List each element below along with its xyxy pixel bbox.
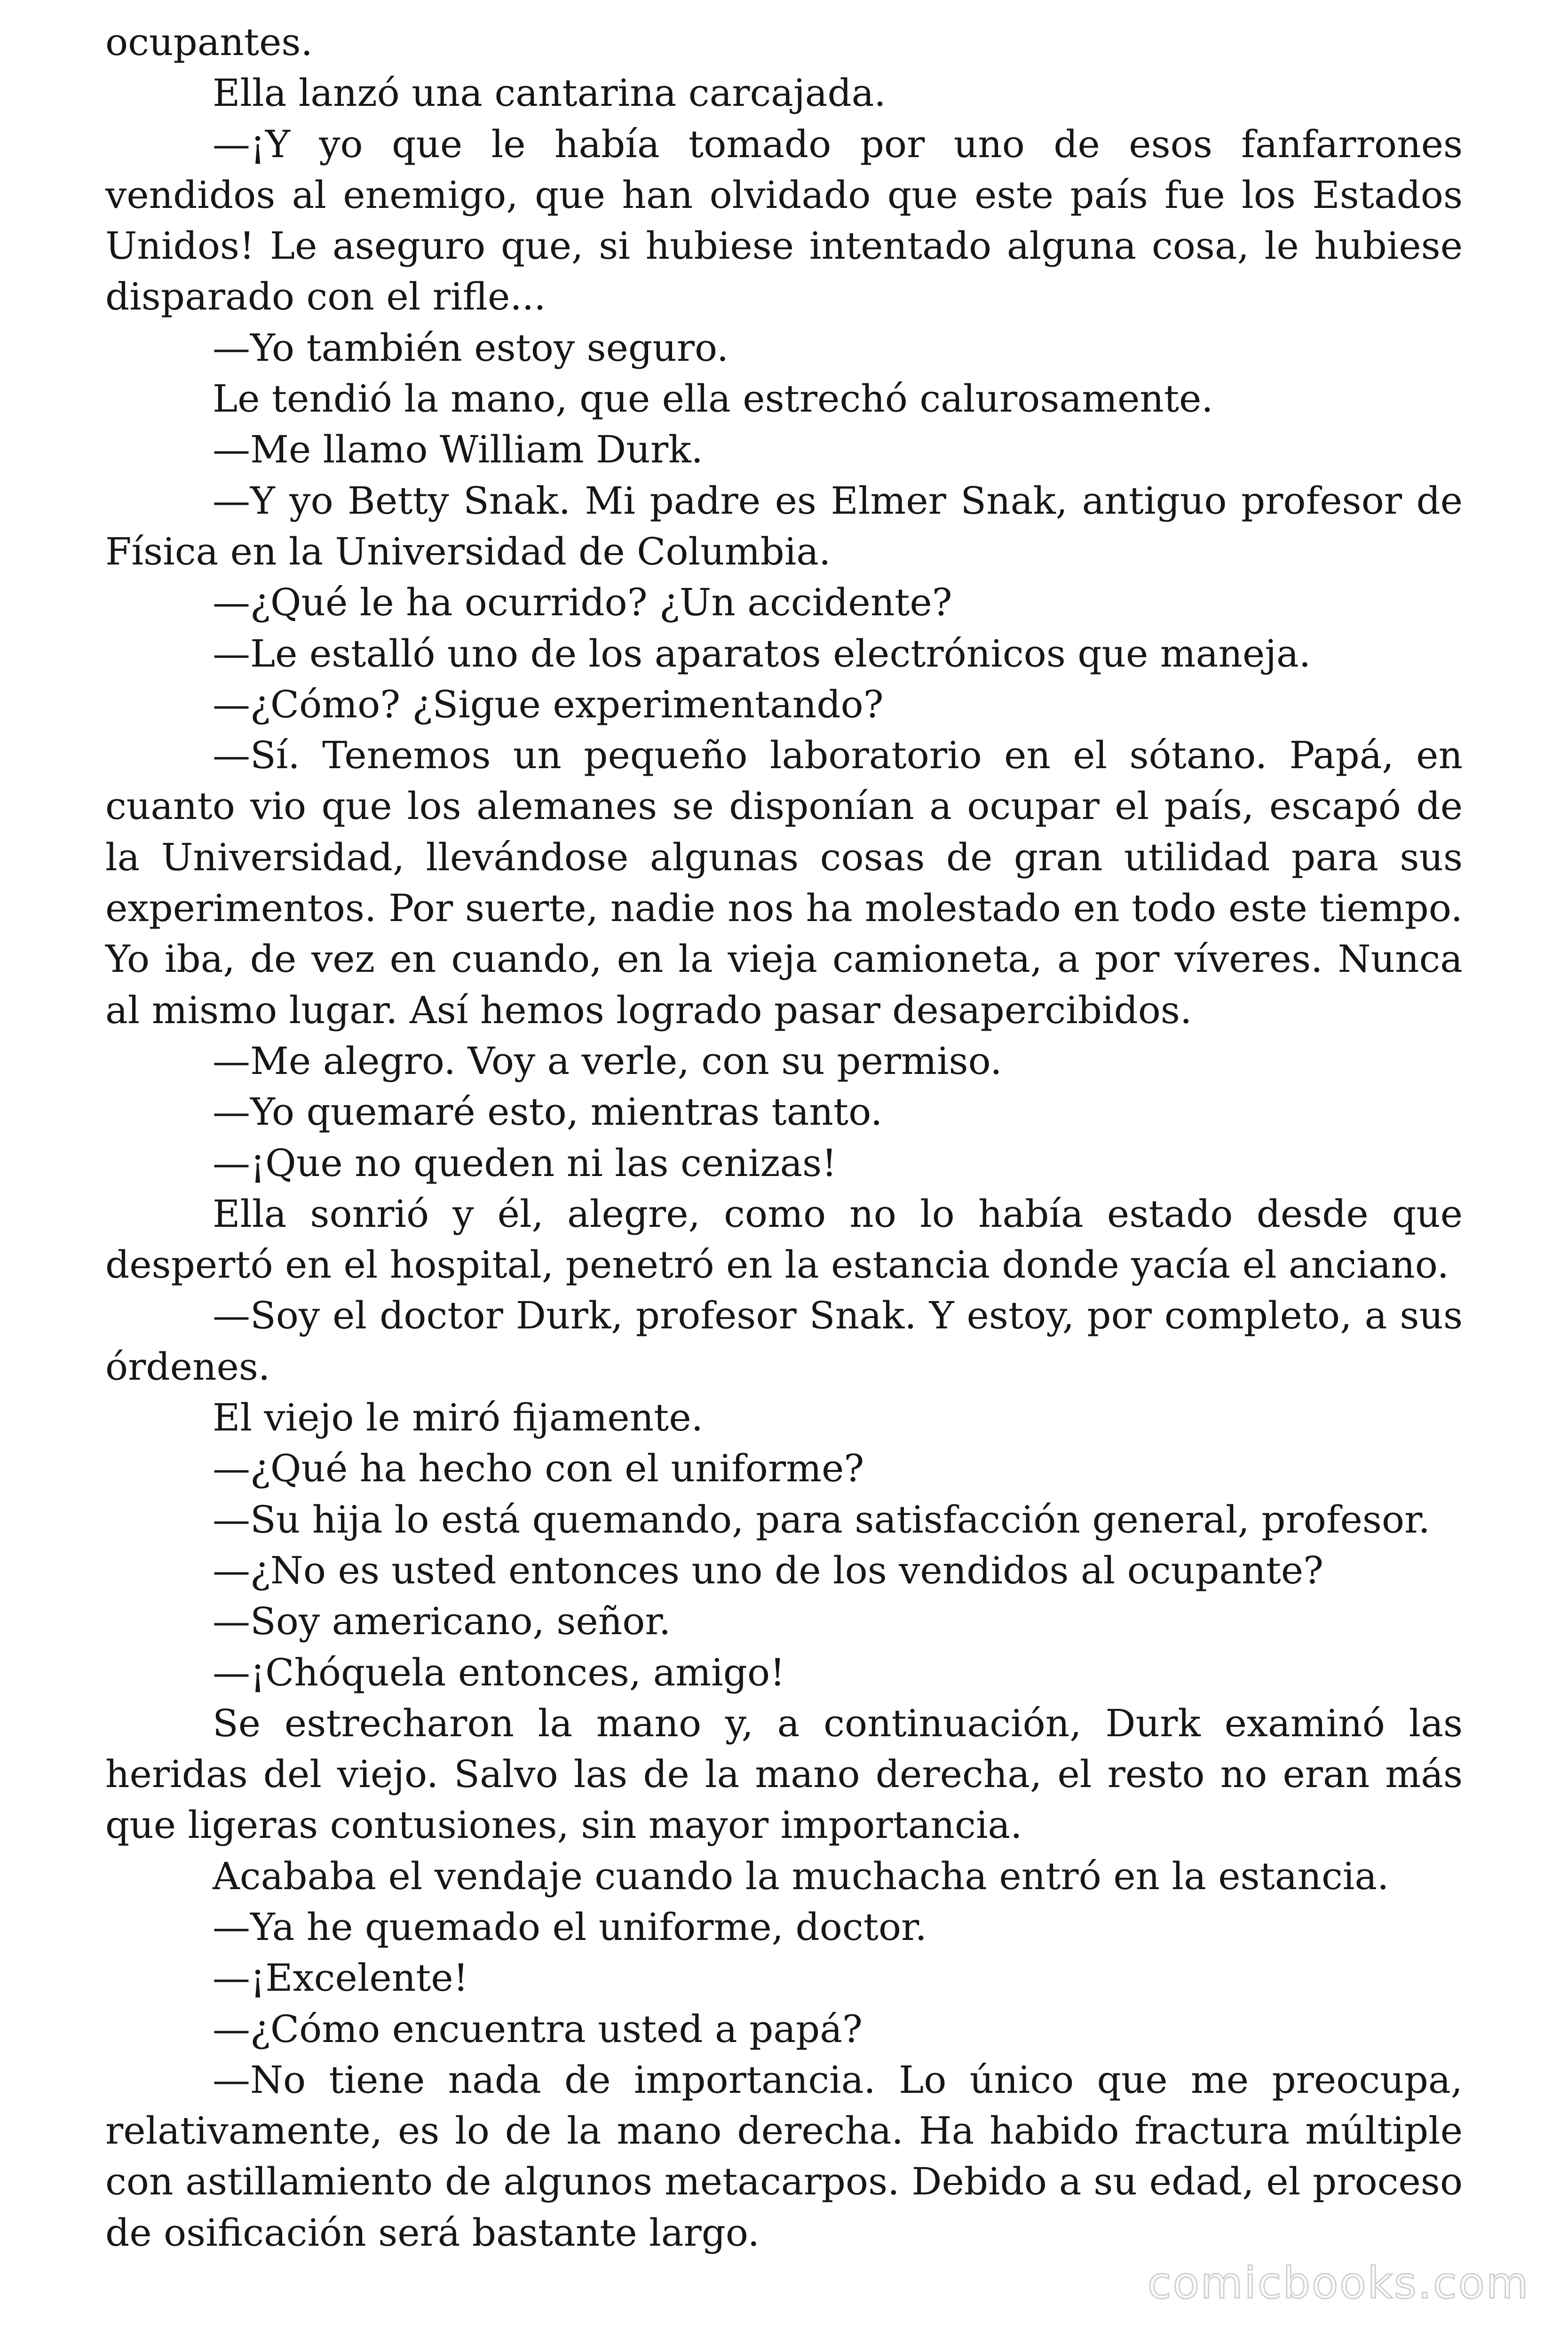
paragraph-10: —¿Cómo? ¿Sigue experimentando? bbox=[213, 682, 884, 726]
paragraph-23: Se estrecharon la mano y, a continuación, Durk examinó las heridas del viejo. Salvo las de la mano derecha, el resto no eran más que ligeras contusiones, sin mayor importancia. bbox=[105, 1701, 1463, 1847]
paragraph-15: Ella sonrió y él, alegre, como no lo había estado desde que despertó en el hospital, penetró en la estancia donde yacía el anciano. bbox=[105, 1192, 1463, 1287]
paragraph-11: —Sí. Tenemos un pequeño laboratorio en el sótano. Papá, en cuanto vio que los alemanes se disponían a ocupar el país, escapó de la Universidad, llevándose algunas cosas de gran utilidad para sus experimentos. Por suerte, nadie nos ha molestado en todo este tiempo. Yo iba, de vez en cuando, en la vieja camioneta, a por víveres. Nunca al mismo lugar. Así hemos logrado pasar desapercibidos. bbox=[105, 733, 1463, 1032]
paragraph-21: —Soy americano, señor. bbox=[213, 1599, 671, 1644]
paragraph-22: —¡Chóquela entonces, amigo! bbox=[213, 1650, 785, 1694]
paragraph-18: —¿Qué ha hecho con el uniforme? bbox=[213, 1446, 864, 1491]
page-body bbox=[105, 17, 1463, 2258]
paragraph-7: —Y yo Betty Snak. Mi padre es Elmer Snak, antiguo profesor de Física en la Universidad de Columbia. bbox=[105, 478, 1463, 573]
paragraph-27: —¿Cómo encuentra usted a papá? bbox=[213, 2007, 863, 2051]
paragraph-24: Acababa el vendaje cuando la muchacha entró en la estancia. bbox=[213, 1854, 1389, 1898]
paragraph-8: —¿Qué le ha ocurrido? ¿Un accidente? bbox=[213, 580, 952, 625]
paragraph-19: —Su hija lo está quemando, para satisfacción general, profesor. bbox=[213, 1497, 1430, 1542]
paragraph-2: Ella lanzó una cantarina carcajada. bbox=[213, 71, 886, 115]
paragraph-14: —¡Que no queden ni las cenizas! bbox=[213, 1141, 837, 1185]
paragraph-20: —¿No es usted entonces uno de los vendidos al ocupante? bbox=[213, 1548, 1323, 1592]
watermark: comicbooks.com bbox=[1148, 2258, 1530, 2308]
paragraph-5: Le tendió la mano, que ella estrechó calurosamente. bbox=[213, 377, 1213, 421]
paragraph-16: —Soy el doctor Durk, profesor Snak. Y estoy, por completo, a sus órdenes. bbox=[105, 1294, 1463, 1389]
paragraph-4: —Yo también estoy seguro. bbox=[213, 326, 729, 370]
paragraph-12: —Me alegro. Voy a verle, con su permiso. bbox=[213, 1039, 1002, 1083]
paragraph-9: —Le estalló uno de los aparatos electrónicos que maneja. bbox=[213, 631, 1311, 675]
paragraph-3: —¡Y yo que le había tomado por uno de esos fanfarrones vendidos al enemigo, que han olvidado que este país fue los Estados Unidos! Le aseguro que, si hubiese intentado alguna cosa, le hubiese disparado con el rifle... bbox=[105, 122, 1463, 319]
paragraph-1: ocupantes. bbox=[105, 20, 313, 64]
paragraph-25: —Ya he quemado el uniforme, doctor. bbox=[213, 1905, 927, 1949]
paragraph-13: —Yo quemaré esto, mientras tanto. bbox=[213, 1090, 883, 1134]
paragraph-6: —Me llamo William Durk. bbox=[213, 428, 703, 472]
paragraph-26: —¡Excelente! bbox=[213, 1956, 468, 2000]
paragraph-28: —No tiene nada de importancia. Lo único que me preocupa, relativamente, es lo de la mano derecha. Ha habido fractura múltiple con astillamiento de algunos metacarpos. Debido a su edad, el proceso de osificación será bastante largo. bbox=[105, 2058, 1463, 2255]
paragraph-17: El viejo le miró fijamente. bbox=[213, 1396, 704, 1440]
